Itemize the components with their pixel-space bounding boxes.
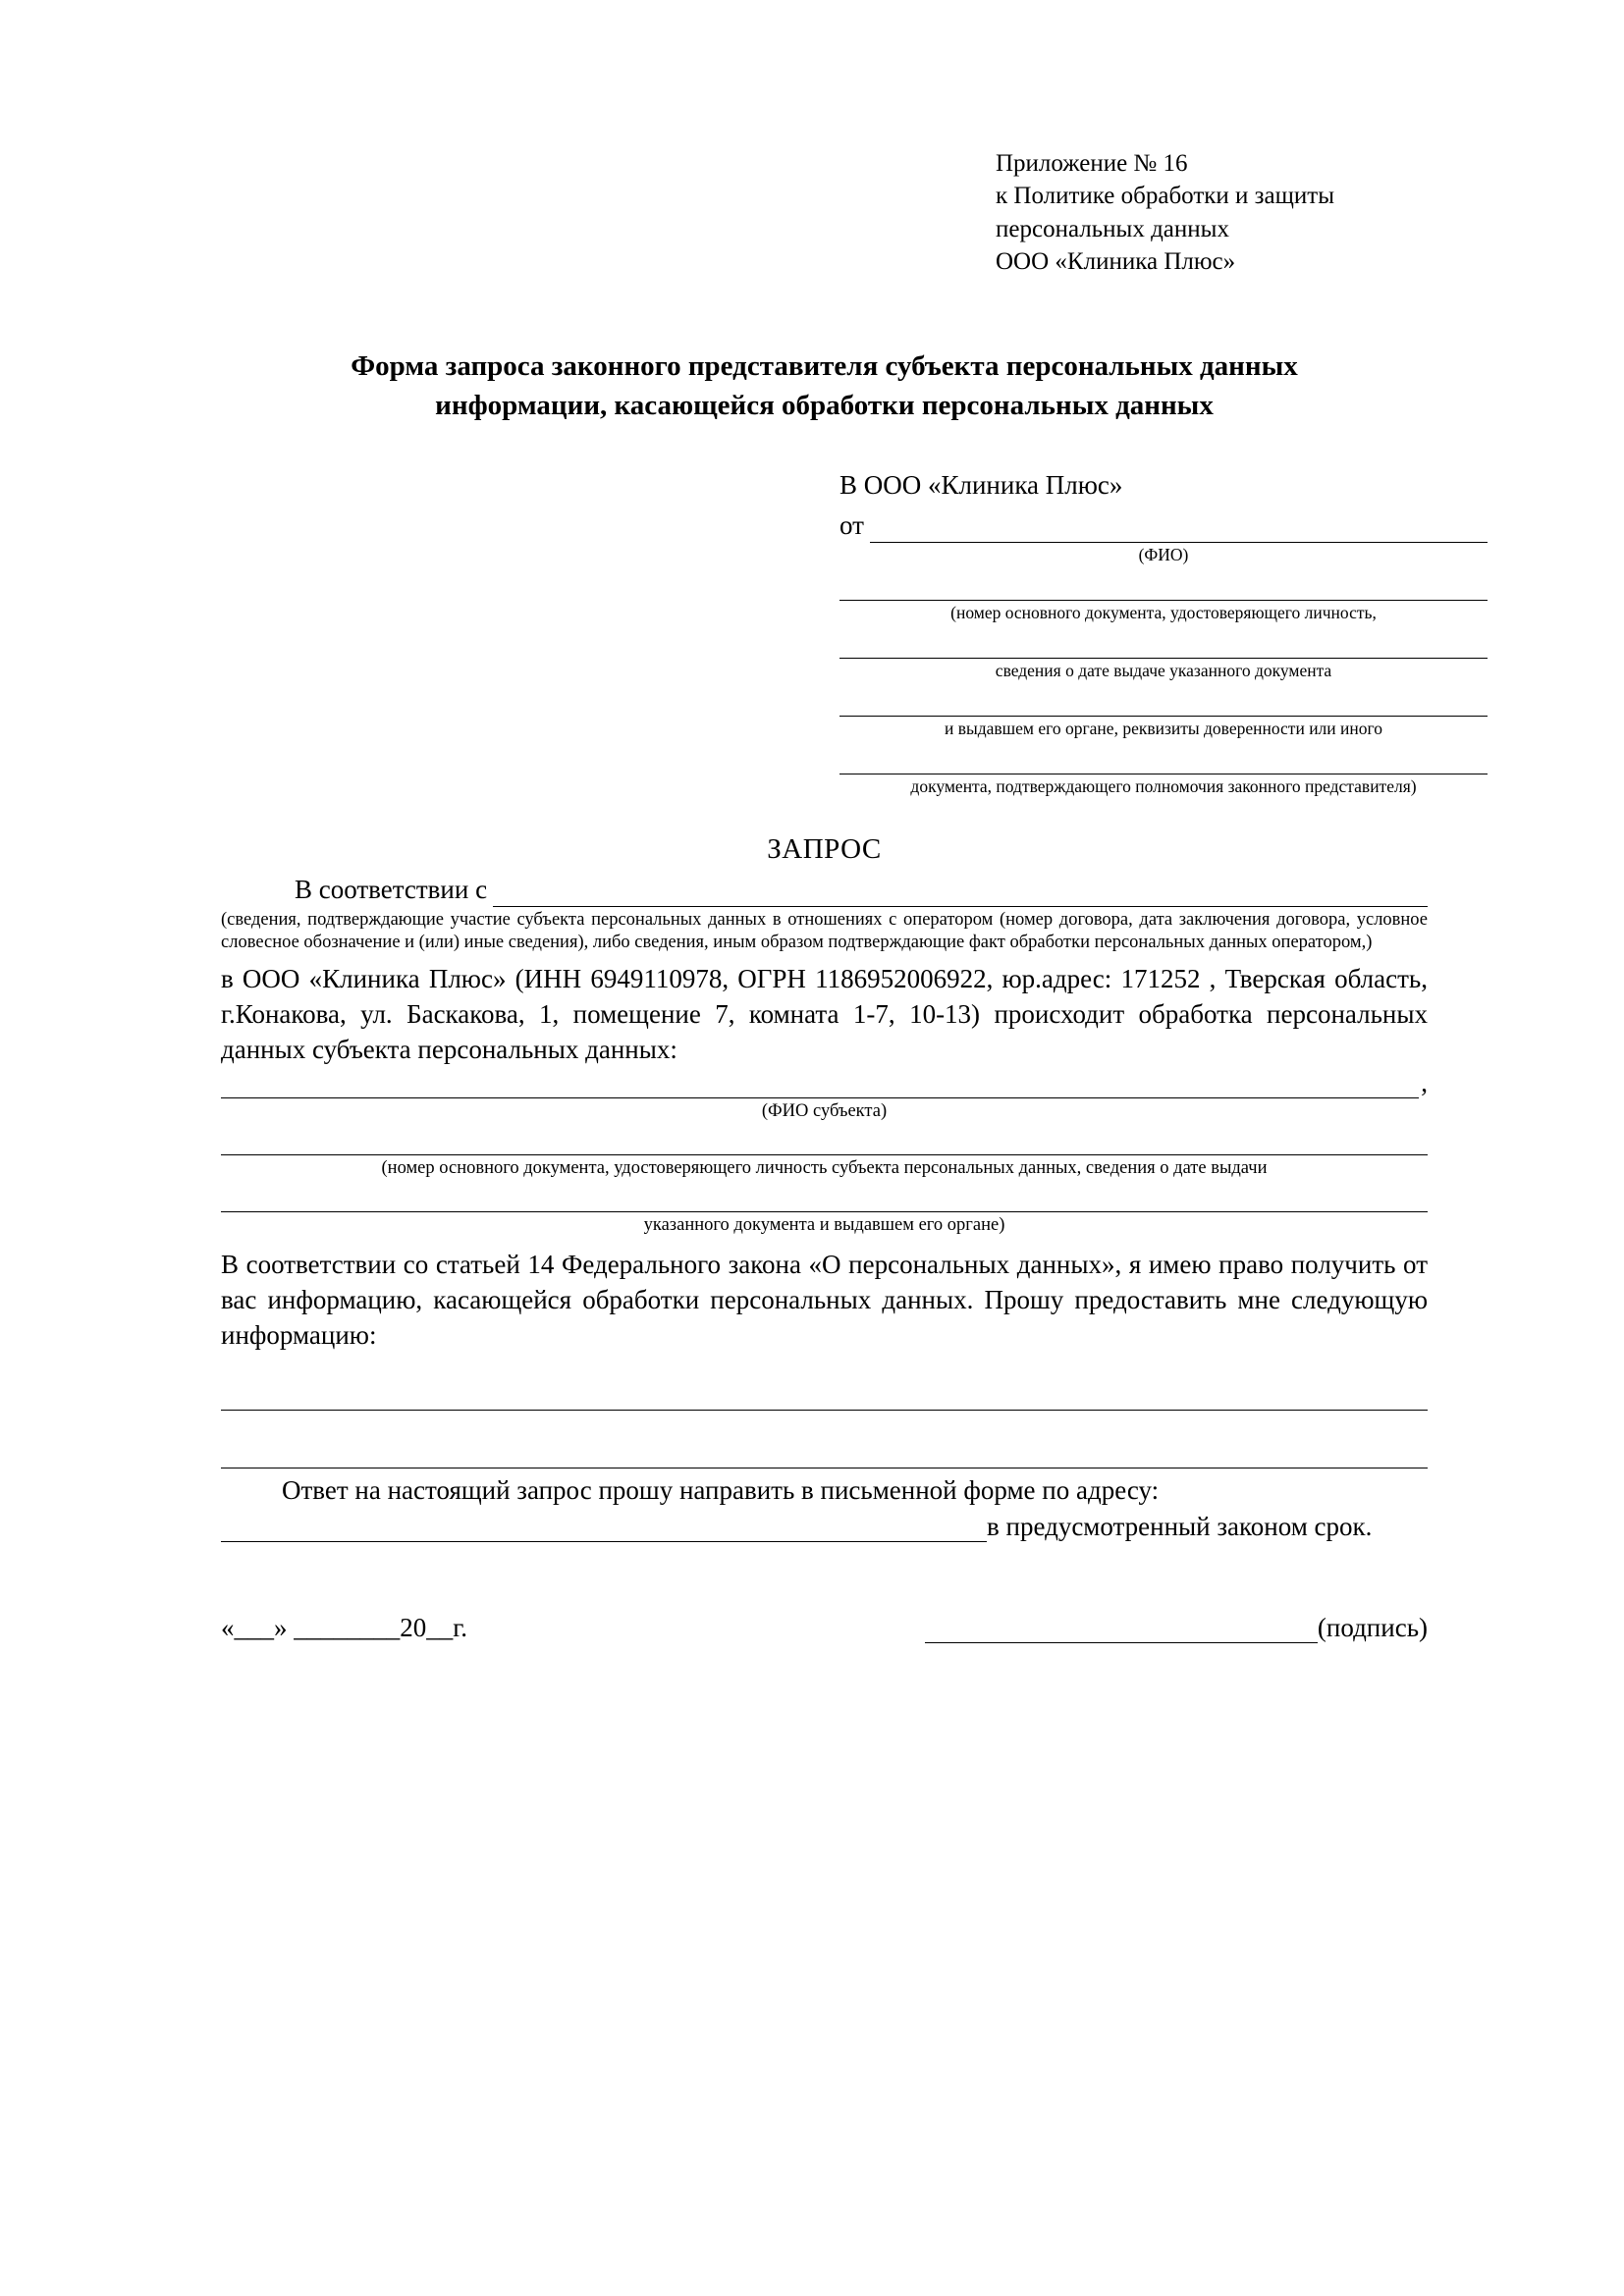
doc-number-row [839, 578, 1488, 601]
appendix-header [221, 147, 1428, 278]
info-input-line-2[interactable] [221, 1438, 1428, 1468]
signature-input[interactable] [925, 1621, 1318, 1643]
addressee-block [839, 468, 1488, 798]
answer-address-input[interactable] [221, 1516, 987, 1542]
page-title-line1: Форма запроса законного представителя субъекта персональных данных [351, 350, 1298, 382]
subject-doc-row2 [221, 1190, 1428, 1212]
caption-doc-number: (номер основного документа, удостоверяющего личность, [950, 603, 1377, 623]
basis-input[interactable] [493, 884, 1428, 907]
request-heading: ЗАПРОС [767, 832, 882, 865]
subject-fio-input[interactable] [221, 1072, 1419, 1098]
caption-doc-powers: документа, подтверждающего полномочия законного представителя) [910, 775, 1417, 796]
signature-row [221, 1613, 1428, 1643]
doc-date-row [839, 636, 1488, 659]
appendix-header-lines [996, 147, 1428, 278]
from-label: от [839, 510, 864, 541]
signature-caption: (подпись) [1317, 1613, 1428, 1643]
appendix-number: Приложение № 16 [996, 150, 1188, 177]
subject-fio-comma: , [1421, 1067, 1428, 1097]
doc-powers-input[interactable] [839, 752, 1488, 774]
addressee-org: В ООО «Клиника Плюс» [839, 470, 1123, 501]
doc-powers-row [839, 752, 1488, 774]
info-input-line-1[interactable] [221, 1380, 1428, 1411]
caption-subject-doc2: указанного документа и выдавшем его органе) [643, 1214, 1005, 1235]
operator-paragraph: в ООО «Клиника Плюс» (ИНН 6949110978, ОГРН 1186952006922, юр.адрес: 171252 , Тверская область, г.Конакова, ул. Баскакова, 1, помещение 7, комната 1-7, 10-13) происходит обработка персональных данных субъекта персональных данных: [221, 964, 1428, 1065]
caption-doc-date: сведения о дате выдаче указанного документа [995, 660, 1332, 680]
subject-doc-input[interactable] [221, 1133, 1428, 1155]
appendix-policy-line1: к Политике обработки и защиты [996, 183, 1335, 210]
caption-subject-fio: (ФИО субъекта) [761, 1100, 888, 1121]
doc-date-input[interactable] [839, 636, 1488, 659]
doc-organ-input[interactable] [839, 694, 1488, 717]
from-fio-input[interactable] [870, 520, 1488, 543]
signature-field [925, 1613, 1428, 1643]
from-field-row [839, 508, 1488, 543]
basis-note: (сведения, подтверждающие участие субъекта персональных данных в отношениях с оператором (номер договора, дата заключения договора, условное словесное обозначение и (или) иные сведения), либо сведения, иным образом подтверждающие факт обработки персональных данных оператором,) [221, 909, 1428, 953]
answer-paragraph: Ответ на настоящий запрос прошу направить в письменной форме по адресу: [282, 1475, 1160, 1506]
answer-tail: в предусмотренный законом срок. [987, 1512, 1373, 1542]
appendix-org: ООО «Клиника Плюс» [996, 247, 1236, 275]
law-paragraph: В соответствии со статьей 14 Федерального закона «О персональных данных», я имею право получить от вас информацию, касающейся обработки персональных данных. Прошу предоставить мне следующую информацию: [221, 1249, 1428, 1351]
subject-doc-row [221, 1133, 1428, 1155]
page-title [221, 347, 1428, 425]
page-title-line2: информации, касающейся обработки персональных данных [435, 390, 1214, 422]
caption-subject-doc: (номер основного документа, удостоверяющего личность субъекта персональных данных, сведения о дате выдачи [381, 1157, 1268, 1178]
basis-row [295, 872, 1428, 907]
appendix-policy-line2: персональных данных [996, 215, 1229, 242]
doc-organ-row [839, 694, 1488, 717]
caption-doc-organ: и выдавшем его органе, реквизиты доверенности или иного [944, 718, 1383, 738]
answer-address-row [221, 1512, 1428, 1542]
basis-label: В соответствии с [295, 874, 488, 904]
doc-number-input[interactable] [839, 578, 1488, 601]
subject-doc-input2[interactable] [221, 1190, 1428, 1212]
caption-fio: (ФИО) [1138, 545, 1189, 565]
subject-fio-row [221, 1068, 1428, 1098]
date-field[interactable]: «___» ________20__г. [221, 1613, 468, 1643]
